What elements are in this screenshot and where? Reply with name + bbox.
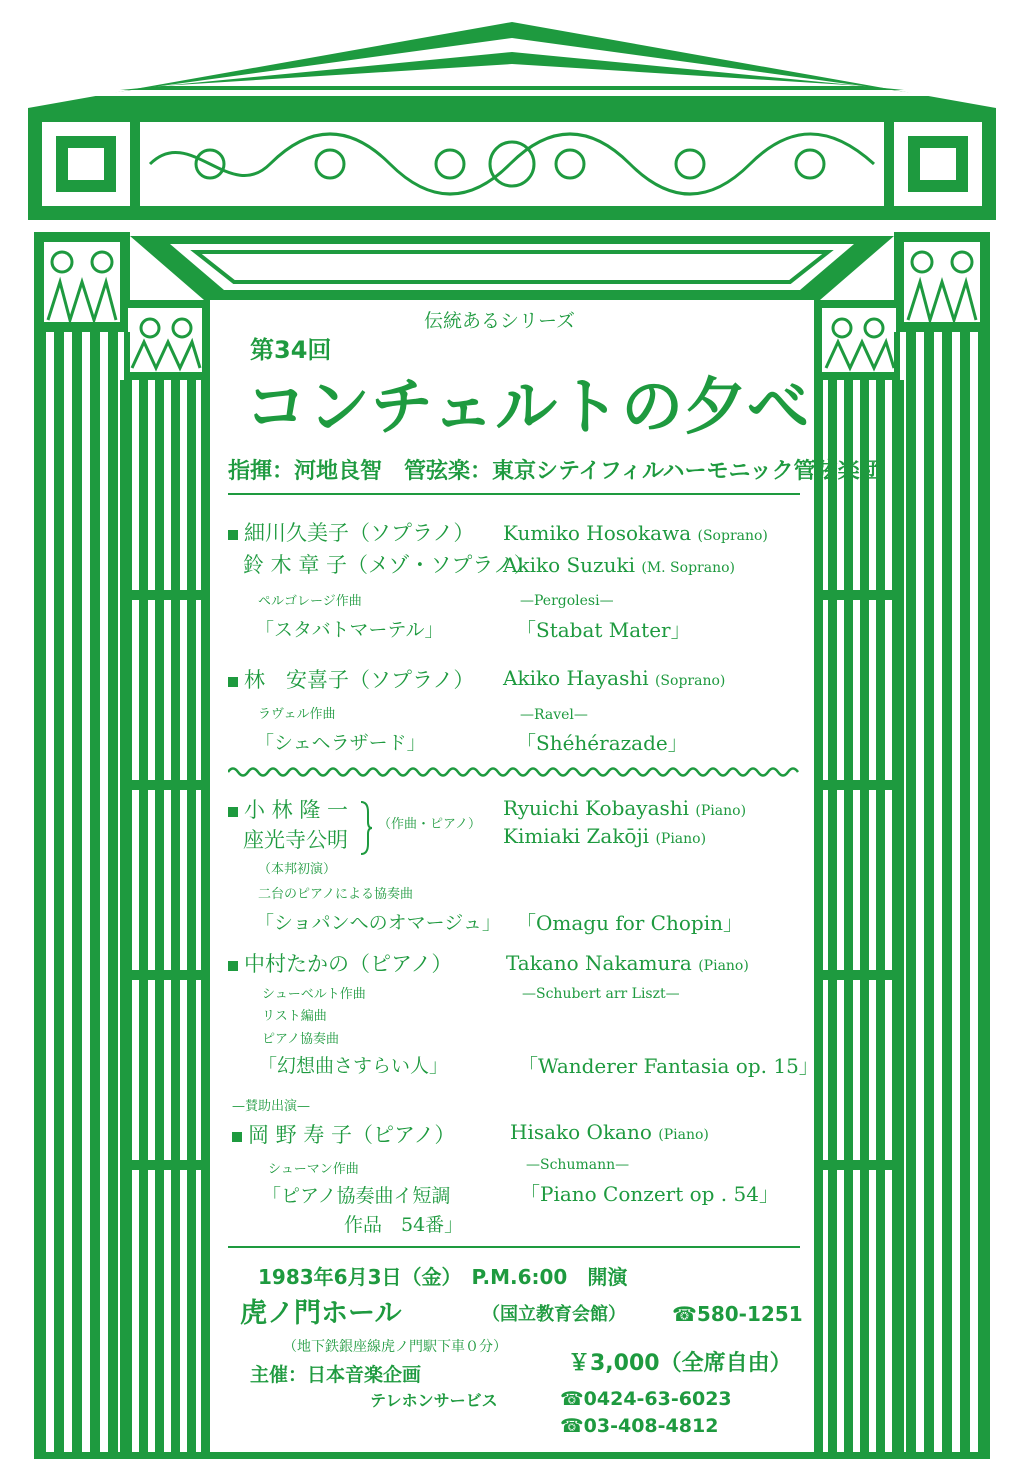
composer-jp: シューベルト作曲 (262, 987, 366, 1002)
edition-label: 第34回 (250, 336, 332, 364)
concert-title: コンチェルトの夕べ (245, 370, 811, 443)
performer-en-name: Akiko Suzuki (M. Soprano) (503, 553, 735, 577)
organizer: 主催：日本音楽企画 (250, 1364, 422, 1386)
performer-jp-name: 林 安喜子（ソプラノ） (228, 670, 474, 691)
performer-jp-name: 鈴 木 章 子（メゾ・ソプラノ） (243, 553, 535, 577)
guest-label: —賛助出演— (232, 1099, 311, 1114)
brace-icon (358, 800, 374, 856)
composer-en: —Schumann— (526, 1157, 630, 1173)
conductor-orchestra-line: 指揮：河地良智 管弦楽：東京シテイフィルハーモニック管弦楽団 (228, 459, 882, 484)
work-jp-continued: 作品 54番」 (344, 1214, 464, 1236)
composer-jp: 二台のピアノによる協奏曲 (258, 887, 413, 902)
composer-en: —Schubert arr Liszt— (522, 986, 680, 1002)
work-en: 「Shéhérazade」 (516, 731, 688, 755)
work-jp: 「シェヘラザード」 (255, 732, 426, 754)
venue-name: 虎ノ門ホール (240, 1298, 402, 1329)
work-jp: 「スタバトマーテル」 (255, 619, 444, 641)
arranger-jp: リスト編曲 (262, 1009, 327, 1024)
venue-phone: ☎580-1251 (672, 1302, 803, 1326)
work-en: 「Stabat Mater」 (516, 618, 691, 642)
bullet-icon (228, 961, 238, 971)
ticket-price: ￥3,000（全席自由） (568, 1351, 792, 1376)
composer-jp: ラヴェル作曲 (258, 707, 336, 722)
performer-jp-name: 小 林 隆 一 (228, 800, 348, 821)
access-info: （地下鉄銀座線虎ノ門駅下車０分） (283, 1339, 507, 1355)
bullet-icon (228, 807, 238, 817)
bullet-icon (228, 677, 238, 687)
performer-jp-name: 岡 野 寿 子（ピアノ） (232, 1125, 455, 1146)
footer-divider (228, 1246, 800, 1248)
performer-jp-name: 中村たかの（ピアノ） (228, 954, 452, 975)
venue-subname: （国立教育会館） (482, 1304, 626, 1325)
performer-en-name: Kimiaki Zakōji (Piano) (503, 824, 707, 848)
performer-en-name: Akiko Hayashi (Soprano) (503, 666, 726, 690)
phone-number-2: ☎03-408-4812 (560, 1415, 719, 1437)
performer-jp-name: 細川久美子（ソプラノ） (228, 523, 474, 544)
work-jp: 「幻想曲さすらい人」 (258, 1055, 449, 1077)
performer-role-jp: （作曲・ピアノ） (378, 817, 481, 832)
composer-jp: シューマン作曲 (268, 1162, 359, 1177)
performer-en-name: Hisako Okano (Piano) (510, 1120, 709, 1144)
performer-en-name: Takano Nakamura (Piano) (506, 951, 749, 975)
series-label: 伝統あるシリーズ (424, 310, 576, 332)
work-jp: 「ピアノ協奏曲イ短調 (262, 1185, 451, 1207)
composer-en: —Pergolesi— (520, 593, 614, 609)
work-en: 「Piano Conzert op . 54」 (520, 1182, 779, 1206)
work-en: 「Wanderer Fantasia op. 15」 (518, 1054, 819, 1078)
header-divider (228, 493, 800, 495)
composer-jp: ペルゴレージ作曲 (258, 594, 362, 609)
premiere-note: （本邦初演） (258, 862, 337, 877)
composer-en: —Ravel— (520, 707, 588, 723)
phone-number-1: ☎0424-63-6023 (560, 1388, 732, 1410)
performer-en-name: Ryuichi Kobayashi (Piano) (503, 796, 747, 820)
work-type-jp: ピアノ協奏曲 (262, 1032, 339, 1047)
bullet-icon (228, 530, 238, 540)
performer-en-name: Kumiko Hosokawa (Soprano) (503, 521, 768, 545)
performer-jp-name: 座光寺公明 (243, 828, 348, 852)
phone-service-label: テレホンサービス (370, 1391, 498, 1410)
work-jp: 「ショパンへのオマージュ」 (255, 912, 501, 934)
concert-date-time: 1983年6月3日（金） P.M.6:00 開演 (258, 1265, 628, 1289)
bullet-icon (232, 1132, 242, 1142)
wavy-divider (228, 765, 800, 779)
work-en: 「Omagu for Chopin」 (516, 911, 743, 935)
